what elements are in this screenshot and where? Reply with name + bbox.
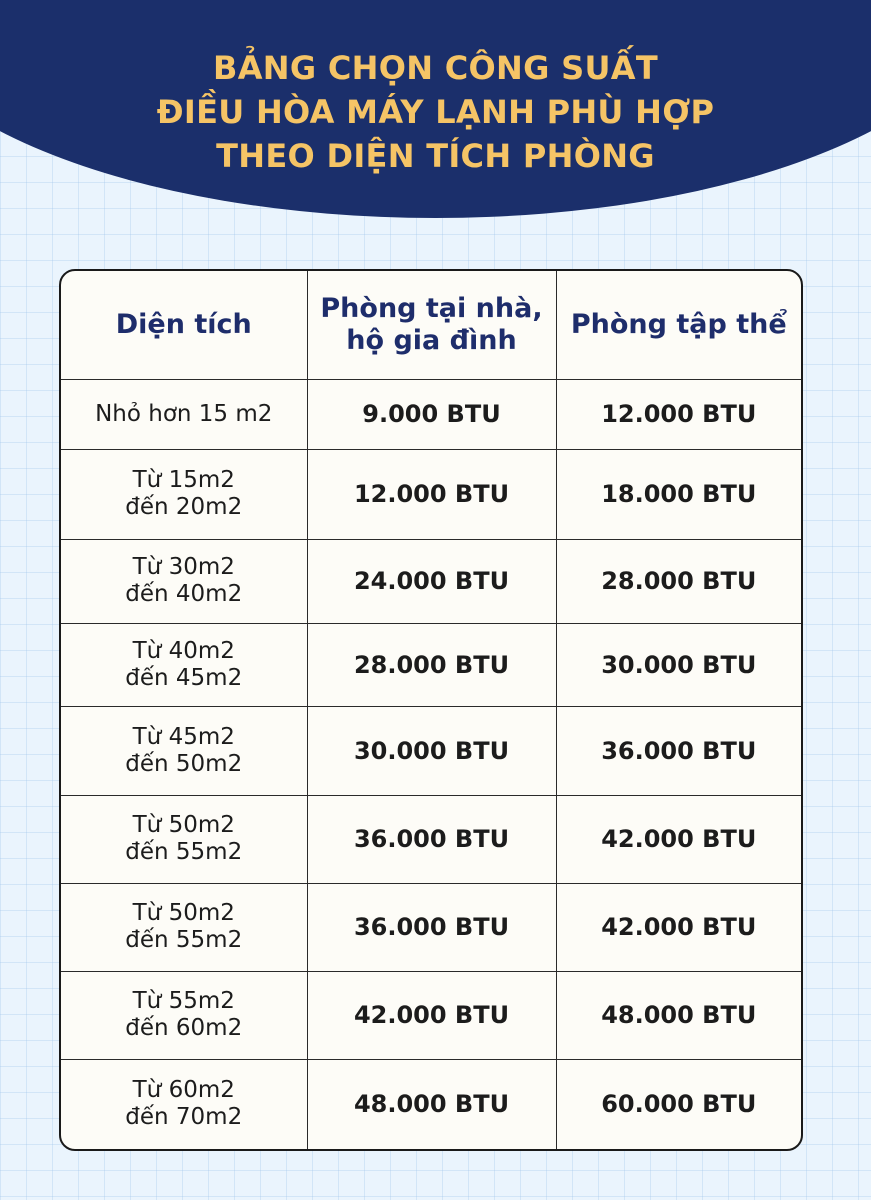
table-row — [61, 449, 801, 539]
dorm-btu-cell: 42.000 BTU — [556, 795, 801, 883]
area-line-1: Từ 45m2 — [132, 723, 235, 750]
area-cell — [61, 1059, 307, 1149]
table-row — [61, 795, 801, 883]
table-row — [61, 706, 801, 795]
home-btu-cell: 9.000 BTU — [307, 379, 556, 449]
area-line-2: đến 70m2 — [125, 1104, 243, 1131]
area-line-1: Từ 55m2 — [132, 988, 235, 1014]
area-line-2: đến 45m2 — [125, 664, 243, 691]
area-line-1: Từ 30m2 — [132, 554, 235, 580]
area-line-2: đến 50m2 — [125, 750, 243, 777]
area-line-1: Từ 50m2 — [132, 812, 235, 838]
area-line-2: đến 55m2 — [125, 927, 243, 953]
home-btu-cell: 28.000 BTU — [307, 623, 556, 706]
home-btu-cell: 36.000 BTU — [307, 883, 556, 971]
area-line-1: Nhỏ hơn 15 m2 — [95, 400, 273, 427]
dorm-btu-cell: 18.000 BTU — [556, 449, 801, 539]
capacity-table — [61, 271, 801, 1149]
title-line-3: THEO DIỆN TÍCH PHÒNG — [216, 137, 655, 175]
area-cell — [61, 539, 307, 623]
table-row — [61, 1059, 801, 1149]
table-row — [61, 883, 801, 971]
dorm-btu-cell: 36.000 BTU — [556, 706, 801, 795]
area-cell — [61, 379, 307, 449]
capacity-table-card — [59, 269, 803, 1151]
header-home-line-2: hộ gia đình — [346, 324, 517, 356]
home-btu-cell: 48.000 BTU — [307, 1059, 556, 1149]
area-cell — [61, 449, 307, 539]
area-line-2: đến 40m2 — [125, 581, 243, 607]
table-row — [61, 971, 801, 1059]
area-line-1: Từ 50m2 — [132, 900, 235, 926]
area-line-1: Từ 15m2 — [132, 467, 235, 493]
home-btu-cell: 36.000 BTU — [307, 795, 556, 883]
area-cell — [61, 883, 307, 971]
area-cell — [61, 623, 307, 706]
home-btu-cell: 30.000 BTU — [307, 706, 556, 795]
area-line-2: đến 20m2 — [125, 494, 243, 520]
home-btu-cell: 12.000 BTU — [307, 449, 556, 539]
header-area: Diện tích — [61, 271, 307, 379]
table-header-row — [61, 271, 801, 379]
dorm-btu-cell: 30.000 BTU — [556, 623, 801, 706]
header-home-line-1: Phòng tại nhà, — [320, 292, 543, 324]
dorm-btu-cell: 48.000 BTU — [556, 971, 801, 1059]
area-cell — [61, 971, 307, 1059]
title-line-2: ĐIỀU HÒA MÁY LẠNH PHÙ HỢP — [156, 93, 715, 131]
area-line-2: đến 55m2 — [125, 839, 243, 865]
table-row — [61, 379, 801, 449]
title-line-1: BẢNG CHỌN CÔNG SUẤT — [213, 49, 658, 87]
area-line-1: Từ 60m2 — [132, 1077, 235, 1104]
table-row — [61, 623, 801, 706]
home-btu-cell: 24.000 BTU — [307, 539, 556, 623]
area-line-1: Từ 40m2 — [132, 637, 235, 664]
area-line-2: đến 60m2 — [125, 1015, 243, 1041]
area-cell — [61, 795, 307, 883]
dorm-btu-cell: 12.000 BTU — [556, 379, 801, 449]
area-cell — [61, 706, 307, 795]
dorm-btu-cell: 60.000 BTU — [601, 1090, 757, 1119]
page-title — [0, 46, 871, 178]
header-home — [307, 271, 556, 379]
dorm-btu-cell: 42.000 BTU — [556, 883, 801, 971]
dorm-btu-cell: 28.000 BTU — [556, 539, 801, 623]
home-btu-cell: 42.000 BTU — [307, 971, 556, 1059]
table-row — [61, 539, 801, 623]
header-dorm: Phòng tập thể — [556, 271, 801, 379]
